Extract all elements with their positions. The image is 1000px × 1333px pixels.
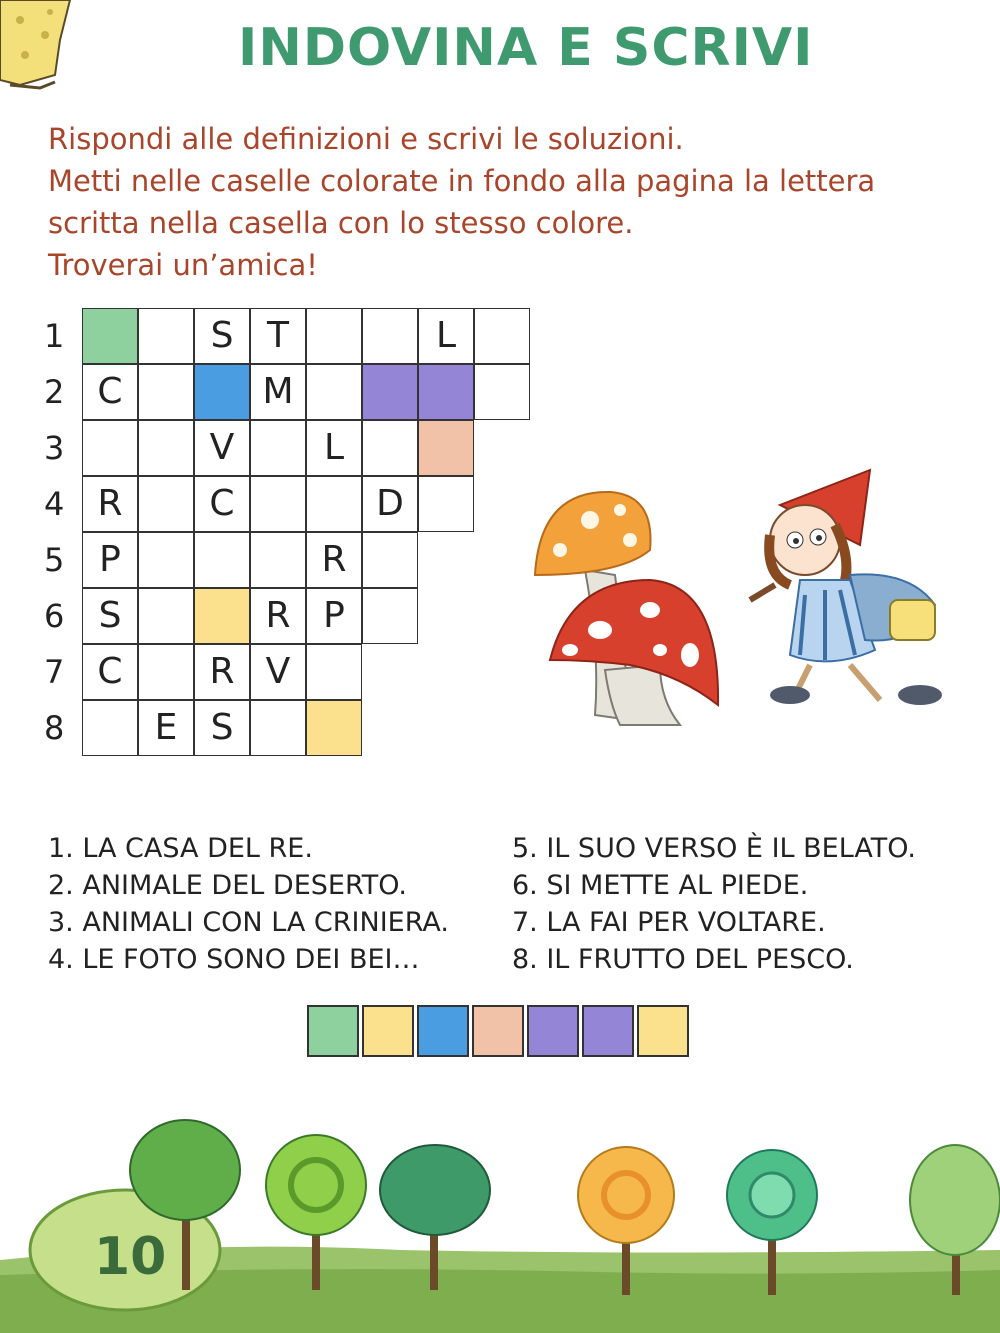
- crossword-cell[interactable]: [82, 420, 138, 476]
- crossword-cell[interactable]: L: [418, 308, 474, 364]
- crossword-cell[interactable]: R: [306, 532, 362, 588]
- crossword-cell[interactable]: V: [194, 420, 250, 476]
- crossword-cell[interactable]: V: [250, 644, 306, 700]
- crossword-cell[interactable]: [250, 420, 306, 476]
- crossword-cell[interactable]: [306, 476, 362, 532]
- row-number: 3: [44, 429, 65, 467]
- page-title: INDOVINA E SCRIVI: [238, 18, 814, 78]
- crossword-cell[interactable]: [82, 308, 138, 364]
- crossword-cell[interactable]: [362, 364, 418, 420]
- clues-right: [512, 830, 916, 978]
- crossword-cell[interactable]: [418, 420, 474, 476]
- crossword-cell[interactable]: [138, 476, 194, 532]
- crossword-cell[interactable]: [306, 308, 362, 364]
- clue: 4. LE FOTO SONO DEI BEI…: [48, 944, 420, 975]
- crossword-cell[interactable]: E: [138, 700, 194, 756]
- row-number: 8: [44, 709, 65, 747]
- crossword-cell[interactable]: [362, 420, 418, 476]
- clue: 7. LA FAI PER VOLTARE.: [512, 907, 826, 938]
- crossword-cell[interactable]: [194, 364, 250, 420]
- crossword-cell[interactable]: L: [306, 420, 362, 476]
- crossword-cell[interactable]: S: [82, 588, 138, 644]
- crossword-cell[interactable]: S: [194, 700, 250, 756]
- answer-box[interactable]: [472, 1005, 524, 1057]
- crossword-cell[interactable]: [418, 364, 474, 420]
- crossword-cell[interactable]: C: [194, 476, 250, 532]
- crossword-cell[interactable]: [138, 364, 194, 420]
- answer-box[interactable]: [527, 1005, 579, 1057]
- page-number: 10: [94, 1227, 167, 1287]
- crossword-cell[interactable]: [138, 588, 194, 644]
- crossword-cell[interactable]: [306, 700, 362, 756]
- crossword-cell[interactable]: [250, 476, 306, 532]
- crossword-cell[interactable]: R: [194, 644, 250, 700]
- instruction-line: Metti nelle caselle colorate in fondo alla pagina la lettera: [48, 164, 876, 198]
- crossword-cell[interactable]: P: [306, 588, 362, 644]
- crossword-cell[interactable]: C: [82, 364, 138, 420]
- answer-box[interactable]: [307, 1005, 359, 1057]
- row-number: 4: [44, 485, 65, 523]
- clue: 5. IL SUO VERSO È IL BELATO.: [512, 833, 917, 864]
- clue: 8. IL FRUTTO DEL PESCO.: [512, 944, 854, 975]
- crossword-cell[interactable]: P: [82, 532, 138, 588]
- crossword-cell[interactable]: [474, 308, 530, 364]
- crossword-cell[interactable]: [194, 532, 250, 588]
- crossword-cell[interactable]: D: [362, 476, 418, 532]
- answer-box[interactable]: [417, 1005, 469, 1057]
- crossword-cell[interactable]: M: [250, 364, 306, 420]
- clue: 3. ANIMALI CON LA CRINIERA.: [48, 907, 449, 938]
- instructions: [48, 118, 875, 286]
- gnome-girl-illustration: [740, 455, 950, 715]
- crossword-cell[interactable]: [138, 532, 194, 588]
- clue: 1. LA CASA DEL RE.: [48, 833, 313, 864]
- row-number: 6: [44, 597, 65, 635]
- crossword-cell[interactable]: R: [250, 588, 306, 644]
- crossword-cell[interactable]: [250, 700, 306, 756]
- crossword-cell[interactable]: S: [194, 308, 250, 364]
- crossword-cell[interactable]: [306, 644, 362, 700]
- trees-scenery: [0, 1100, 1000, 1333]
- row-number: 2: [44, 373, 65, 411]
- mushrooms-illustration: [530, 480, 730, 740]
- crossword-cell[interactable]: [138, 308, 194, 364]
- row-number: 5: [44, 541, 65, 579]
- character-illustration-corner: [0, 0, 80, 95]
- answer-box[interactable]: [582, 1005, 634, 1057]
- crossword-cell[interactable]: [82, 700, 138, 756]
- answer-box[interactable]: [637, 1005, 689, 1057]
- instruction-line: Rispondi alle definizioni e scrivi le soluzioni.: [48, 122, 684, 156]
- crossword-cell[interactable]: [474, 364, 530, 420]
- instruction-line: Troverai un’amica!: [48, 248, 318, 282]
- crossword-cell[interactable]: [138, 644, 194, 700]
- crossword-cell[interactable]: T: [250, 308, 306, 364]
- crossword-cell[interactable]: [250, 532, 306, 588]
- crossword-cell[interactable]: [418, 476, 474, 532]
- clue: 2. ANIMALE DEL DESERTO.: [48, 870, 407, 901]
- crossword-cell[interactable]: [362, 308, 418, 364]
- crossword-cell[interactable]: [362, 532, 418, 588]
- crossword-cell[interactable]: C: [82, 644, 138, 700]
- instruction-line: scritta nella casella con lo stesso colore.: [48, 206, 634, 240]
- row-number: 1: [44, 317, 65, 355]
- answer-box[interactable]: [362, 1005, 414, 1057]
- clues-left: [48, 830, 449, 978]
- clue: 6. SI METTE AL PIEDE.: [512, 870, 809, 901]
- crossword-cell[interactable]: [362, 588, 418, 644]
- crossword-cell[interactable]: [194, 588, 250, 644]
- row-number: 7: [44, 653, 65, 691]
- crossword-cell[interactable]: [306, 364, 362, 420]
- crossword-cell[interactable]: R: [82, 476, 138, 532]
- crossword-cell[interactable]: [138, 420, 194, 476]
